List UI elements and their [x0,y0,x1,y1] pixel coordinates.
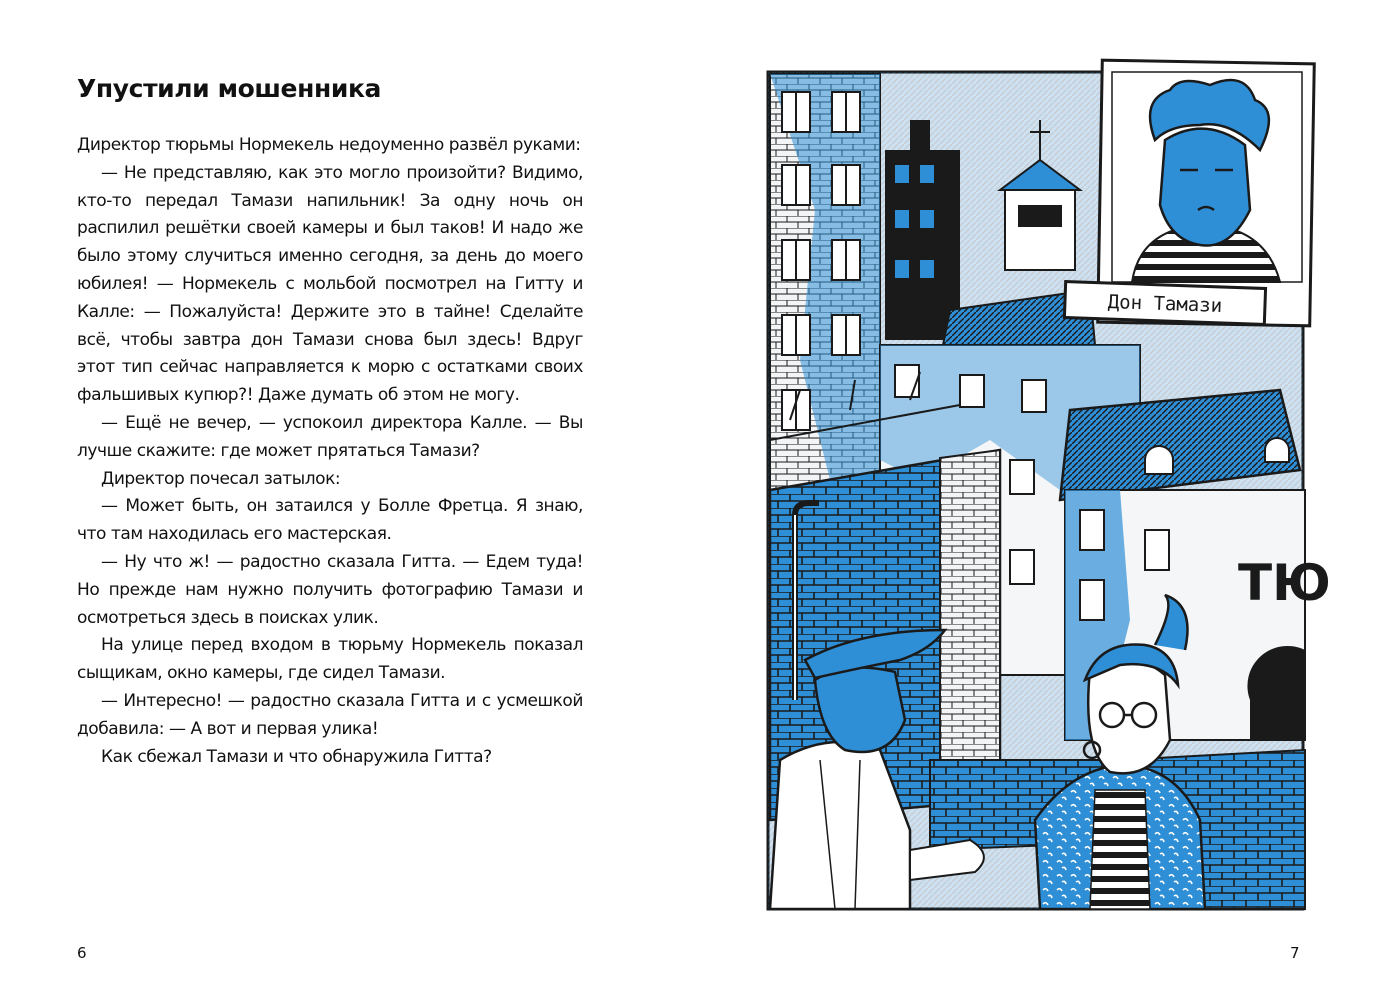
poster-caption: Дон Тамази [1107,291,1223,317]
paragraph: — Ещё не вечер, — успокоил директора Калле. — Вы лучше скажите: где может прятаться Тамази? [77,412,583,461]
paragraph: Как сбежал Тамази и что обнаружила Гитта? [101,746,492,767]
page-number-right: 7 [1290,944,1300,962]
body-text [77,132,583,771]
prison-illustration [760,60,1331,915]
paragraph: — Интересно! — радостно сказала Гитта и с усмешкой добавила: — А вот и первая улика! [77,690,583,739]
paragraph: Директор тюрьмы Нормекель недоуменно развёл руками: [77,135,581,155]
paragraph: — Не представляю, как это могло произойти? Видимо, кто-то передал Тамази напильник! За одну ночь он распилил решётки своей камеры и был таков! И надо же было этому случиться именно сегодня, за день до моего юбилея! — Нормекель с мольбой посмотрел на Гитту и Калле: — Пожалуйста! Держите это в тайне! Сделайте всё, чтобы завтра дон Тамази снова был здесь! Вдруг этот тип сейчас направляется к морю с остатками своих фальшивых купюр?! Даже думать об этом не могу. [77,162,583,406]
paragraph: — Может быть, он затаился у Болле Фретца. Я знаю, что там находилась его мастерская. [77,496,583,545]
chapter-title: Упустили мошенника [77,74,382,103]
paragraph: — Ну что ж! — радостно сказала Гитта. — Едем туда! Но прежде нам нужно получить фотографию Тамази и осмотреться здесь в поисках улик. [77,551,583,628]
paragraph: Директор почесал затылок: [101,468,341,489]
wanted-poster [1064,60,1314,326]
prison-sign: ТЮ [1238,554,1331,612]
page-number-left: 6 [77,944,87,962]
paragraph: На улице перед входом в тюрьму Нормекель показал сыщикам, окно камеры, где сидел Тамази. [77,635,583,684]
